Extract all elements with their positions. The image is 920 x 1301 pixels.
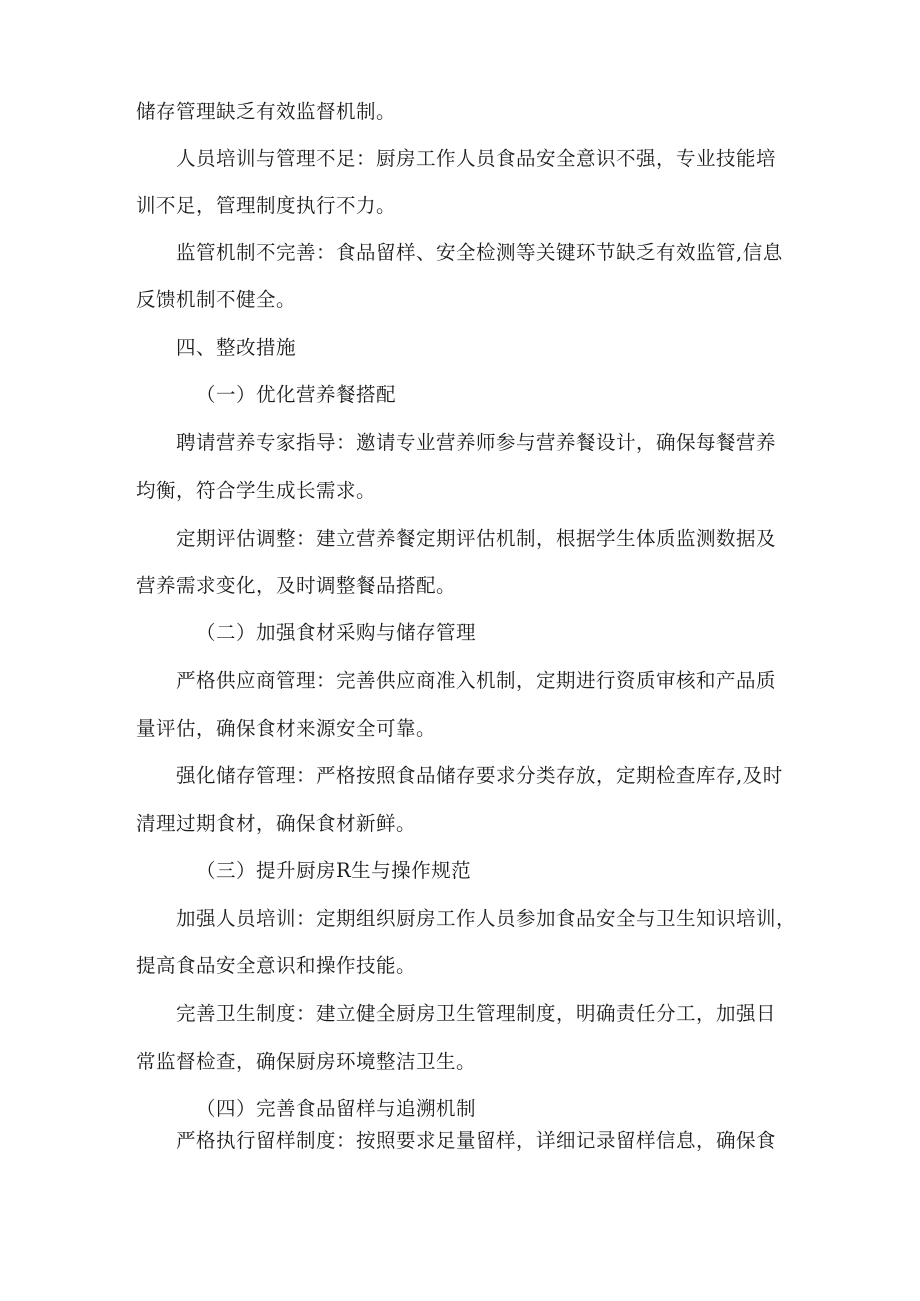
paragraph-line: 加强人员培训：定期组织厨房工作人员参加食品安全与卫生知识培训， bbox=[176, 907, 797, 930]
paragraph-line: 聘请营养专家指导：邀请专业营养师参与营养餐设计，确保每餐营养 bbox=[176, 431, 777, 454]
paragraph-line: 反馈机制不健全。 bbox=[136, 288, 297, 311]
paragraph-line: 严格执行留样制度：按照要求足量留样，详细记录留样信息，确保食 bbox=[176, 1129, 777, 1152]
subsection-heading: （四）完善食品留样与追溯机制 bbox=[196, 1097, 477, 1120]
paragraph-line: 常监督检查，确保厨房环境整洁卫生。 bbox=[136, 1050, 477, 1073]
paragraph-line: 训不足，管理制度执行不力。 bbox=[136, 194, 397, 217]
paragraph-line: 储存管理缺乏有效监督机制。 bbox=[136, 100, 397, 123]
paragraph-line: 营养需求变化，及时调整餐品搭配。 bbox=[136, 574, 457, 597]
section-heading: 四、整改措施 bbox=[176, 336, 297, 359]
paragraph-line: 均衡，符合学生成长需求。 bbox=[136, 479, 377, 502]
paragraph-line: 严格供应商管理：完善供应商准入机制，定期进行资质审核和产品质 bbox=[176, 669, 777, 692]
subsection-heading: （三）提升厨房R生与操作规范 bbox=[196, 859, 472, 882]
paragraph-line: 完善卫生制度：建立健全厨房卫生管理制度，明确责任分工，加强日 bbox=[176, 1002, 777, 1025]
paragraph-line: 清理过期食材，确保食材新鲜。 bbox=[136, 812, 417, 835]
paragraph-line: 强化储存管理：严格按照食品储存要求分类存放，定期检查库存,及时 bbox=[176, 764, 783, 787]
subsection-heading: （一）优化营养餐搭配 bbox=[196, 383, 397, 406]
paragraph-line: 量评估，确保食材来源安全可靠。 bbox=[136, 717, 437, 740]
paragraph-line: 监管机制不完善：食品留样、安全检测等关键环节缺乏有效监管,信息 bbox=[176, 241, 783, 264]
subsection-heading: （二）加强食材采购与储存管理 bbox=[196, 621, 477, 644]
paragraph-line: 人员培训与管理不足：厨房工作人员食品安全意识不强，专业技能培 bbox=[176, 147, 777, 170]
paragraph-line: 定期评估调整：建立营养餐定期评估机制，根据学生体质监测数据及 bbox=[176, 527, 777, 550]
paragraph-line: 提高食品安全意识和操作技能。 bbox=[136, 954, 417, 977]
